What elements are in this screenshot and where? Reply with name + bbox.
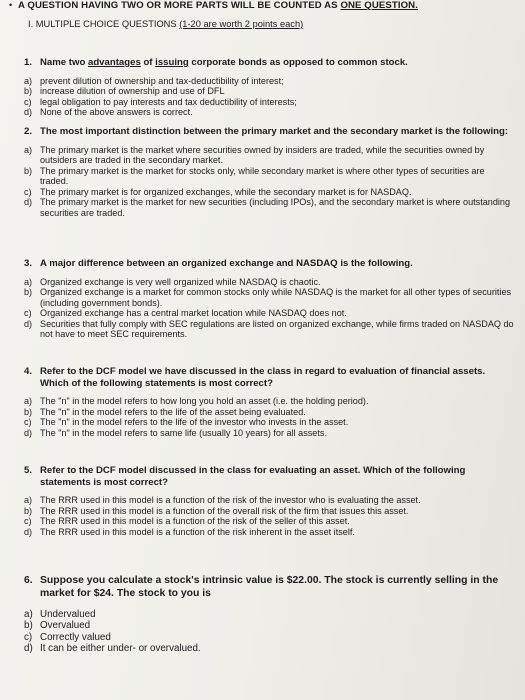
option-b[interactable] xyxy=(24,287,514,308)
option-text: Undervalued xyxy=(40,609,96,620)
option-letter: c) xyxy=(24,631,33,643)
option-text: The RRR used in this model is a function of the risk of the seller of this asset. xyxy=(40,516,350,527)
option-text: increase dilution of ownership and use of DFL xyxy=(40,86,225,97)
option-text: It can be either under- or overvalued. xyxy=(40,643,201,655)
question-number: 4. xyxy=(24,366,33,377)
option-text: prevent dilution of ownership and tax-deductibility of interest; xyxy=(40,75,284,86)
option-b[interactable] xyxy=(24,506,514,517)
question-number: 1. xyxy=(24,57,33,68)
option-letter: d) xyxy=(24,526,33,537)
option-c[interactable] xyxy=(24,97,514,108)
question-stem xyxy=(24,57,514,69)
option-d[interactable] xyxy=(24,643,514,654)
question-text: Refer to the DCF model we have discussed in the class in regard to evaluation of financial assets. Which of the following statements is most correct? xyxy=(40,366,486,389)
option-list xyxy=(24,277,514,341)
option-letter: c) xyxy=(24,186,32,197)
option-c[interactable] xyxy=(24,632,514,643)
option-letter: b) xyxy=(24,505,33,516)
option-list xyxy=(24,495,514,537)
option-letter: d) xyxy=(24,107,33,118)
question-text: A major difference between an organized exchange and NASDAQ is the following. xyxy=(40,258,413,269)
option-b[interactable] xyxy=(24,620,514,631)
option-letter: d) xyxy=(24,197,33,208)
option-letter: a) xyxy=(24,75,33,86)
question-6 xyxy=(24,574,514,655)
option-text: Securities that fully comply with SEC regulations are listed on organized exchange, while firms traded on NASDAQ do not have to meet SEC requirements. xyxy=(40,318,514,340)
option-a[interactable] xyxy=(24,277,514,288)
option-b[interactable] xyxy=(24,86,514,97)
question-stem xyxy=(24,126,514,138)
option-text: None of the above answers is correct. xyxy=(40,107,193,118)
question-1 xyxy=(24,57,514,118)
section-title xyxy=(28,19,303,29)
option-list xyxy=(24,145,514,219)
option-letter: b) xyxy=(24,406,33,417)
option-text: Overvalued xyxy=(40,620,91,632)
option-text: The primary market is for organized exchanges, while the secondary market is for NASDAQ. xyxy=(40,186,412,197)
option-text: The "n" in the model refers to same life (usually 10 years) for all assets. xyxy=(40,427,327,438)
option-text: The RRR used in this model is a function of the risk inherent in the asset itself. xyxy=(40,526,355,537)
option-letter: a) xyxy=(24,495,33,505)
option-letter: d) xyxy=(24,643,33,655)
banner-underlined: ONE QUESTION. xyxy=(340,0,418,11)
section-title-prefix: I. MULTIPLE CHOICE QUESTIONS xyxy=(28,19,180,29)
option-letter: a) xyxy=(24,144,33,155)
option-d[interactable] xyxy=(24,107,514,118)
question-number: 3. xyxy=(24,258,33,269)
option-text: The "n" in the model refers to the life of the asset being evaluated. xyxy=(40,406,306,417)
option-text: Correctly valued xyxy=(40,631,111,643)
stem-part: corporate bonds as opposed to common stock. xyxy=(188,57,408,68)
option-letter: d) xyxy=(24,318,33,329)
stem-part-underlined: issuing xyxy=(155,57,189,68)
stem-part-underlined: advantages xyxy=(87,57,141,68)
option-a[interactable] xyxy=(24,495,514,506)
option-a[interactable] xyxy=(24,396,514,407)
question-5 xyxy=(24,465,514,537)
option-text: Organized exchange is a market for common stocks only while NASDAQ is the market for all other types of securities (including government bonds). xyxy=(40,287,512,308)
option-d[interactable] xyxy=(24,197,514,218)
option-letter: b) xyxy=(24,86,33,97)
option-letter: c) xyxy=(24,308,32,319)
question-stem xyxy=(24,465,514,488)
option-text: Organized exchange is very well organized while NASDAQ is chaotic. xyxy=(40,276,321,287)
option-letter: b) xyxy=(24,620,33,632)
question-number: 2. xyxy=(24,126,33,137)
question-text xyxy=(40,57,514,69)
option-b[interactable] xyxy=(24,407,514,418)
option-text: The RRR used in this model is a function of the risk of the investor who is evaluating the asset. xyxy=(40,495,421,505)
option-list xyxy=(24,396,514,438)
question-stem xyxy=(24,258,514,270)
option-text: legal obligation to pay interests and tax deductibility of interests; xyxy=(40,96,297,107)
banner-text: A QUESTION HAVING TWO OR MORE PARTS WILL BE COUNTED AS xyxy=(18,0,341,11)
option-letter: d) xyxy=(24,427,33,438)
option-letter: c) xyxy=(24,96,32,107)
option-letter: b) xyxy=(24,165,33,176)
option-d[interactable] xyxy=(24,428,514,439)
option-letter: a) xyxy=(24,396,33,406)
option-text: Organized exchange has a central market location while NASDAQ does not. xyxy=(40,308,347,319)
option-letter: a) xyxy=(24,609,33,620)
question-2 xyxy=(24,126,514,219)
option-text: The RRR used in this model is a function of the overall risk of the firm that issues this asset. xyxy=(40,505,409,516)
option-c[interactable] xyxy=(24,516,514,527)
option-text: The "n" in the model refers to the life of the investor who invests in the asset. xyxy=(40,417,349,428)
question-4 xyxy=(24,366,514,438)
option-text: The primary market is the market for stocks only, while secondary market is where other types of securities are traded. xyxy=(40,165,485,187)
option-a[interactable] xyxy=(24,76,514,87)
option-a[interactable] xyxy=(24,145,514,166)
question-text: Suppose you calculate a stock's intrinsic value is $22.00. The stock is currently selling in the market for $24. The stock to you is xyxy=(40,575,499,599)
option-letter: c) xyxy=(24,417,32,428)
option-text: The "n" in the model refers to how long you hold an asset (i.e. the holding period). xyxy=(40,396,369,406)
option-list xyxy=(24,76,514,118)
option-text: The primary market is the market where securities owned by insiders are traded, while the securities owned by outsiders are traded in the secondary market. xyxy=(40,144,485,166)
bullet-mark-icon: • xyxy=(9,0,13,10)
section-title-underlined: (1-20 are worth 2 points each) xyxy=(179,19,304,29)
question-text: The most important distinction between the primary market and the secondary market is the following: xyxy=(40,126,509,137)
option-c[interactable] xyxy=(24,417,514,428)
option-d[interactable] xyxy=(24,527,514,538)
option-c[interactable] xyxy=(24,308,514,319)
question-stem xyxy=(24,366,514,389)
header-banner xyxy=(18,0,518,11)
option-a[interactable] xyxy=(24,609,514,620)
option-letter: c) xyxy=(24,516,32,527)
option-list xyxy=(24,609,514,655)
question-number: 5. xyxy=(24,465,33,476)
option-letter: b) xyxy=(24,287,33,298)
stem-part: of xyxy=(140,57,156,68)
question-3 xyxy=(24,258,514,340)
option-b[interactable] xyxy=(24,166,514,187)
option-c[interactable] xyxy=(24,187,514,198)
option-text: The primary market is the market for new securities (including IPOs), and the secondary market is where outstanding securities are traded. xyxy=(40,197,511,219)
option-d[interactable] xyxy=(24,319,514,340)
question-stem xyxy=(24,574,514,600)
stem-part: Name two xyxy=(40,57,88,68)
option-letter: a) xyxy=(24,276,33,287)
question-number: 6. xyxy=(24,575,33,586)
question-text: Refer to the DCF model discussed in the class for evaluating an asset. Which of the following statements is most correct? xyxy=(40,465,466,488)
